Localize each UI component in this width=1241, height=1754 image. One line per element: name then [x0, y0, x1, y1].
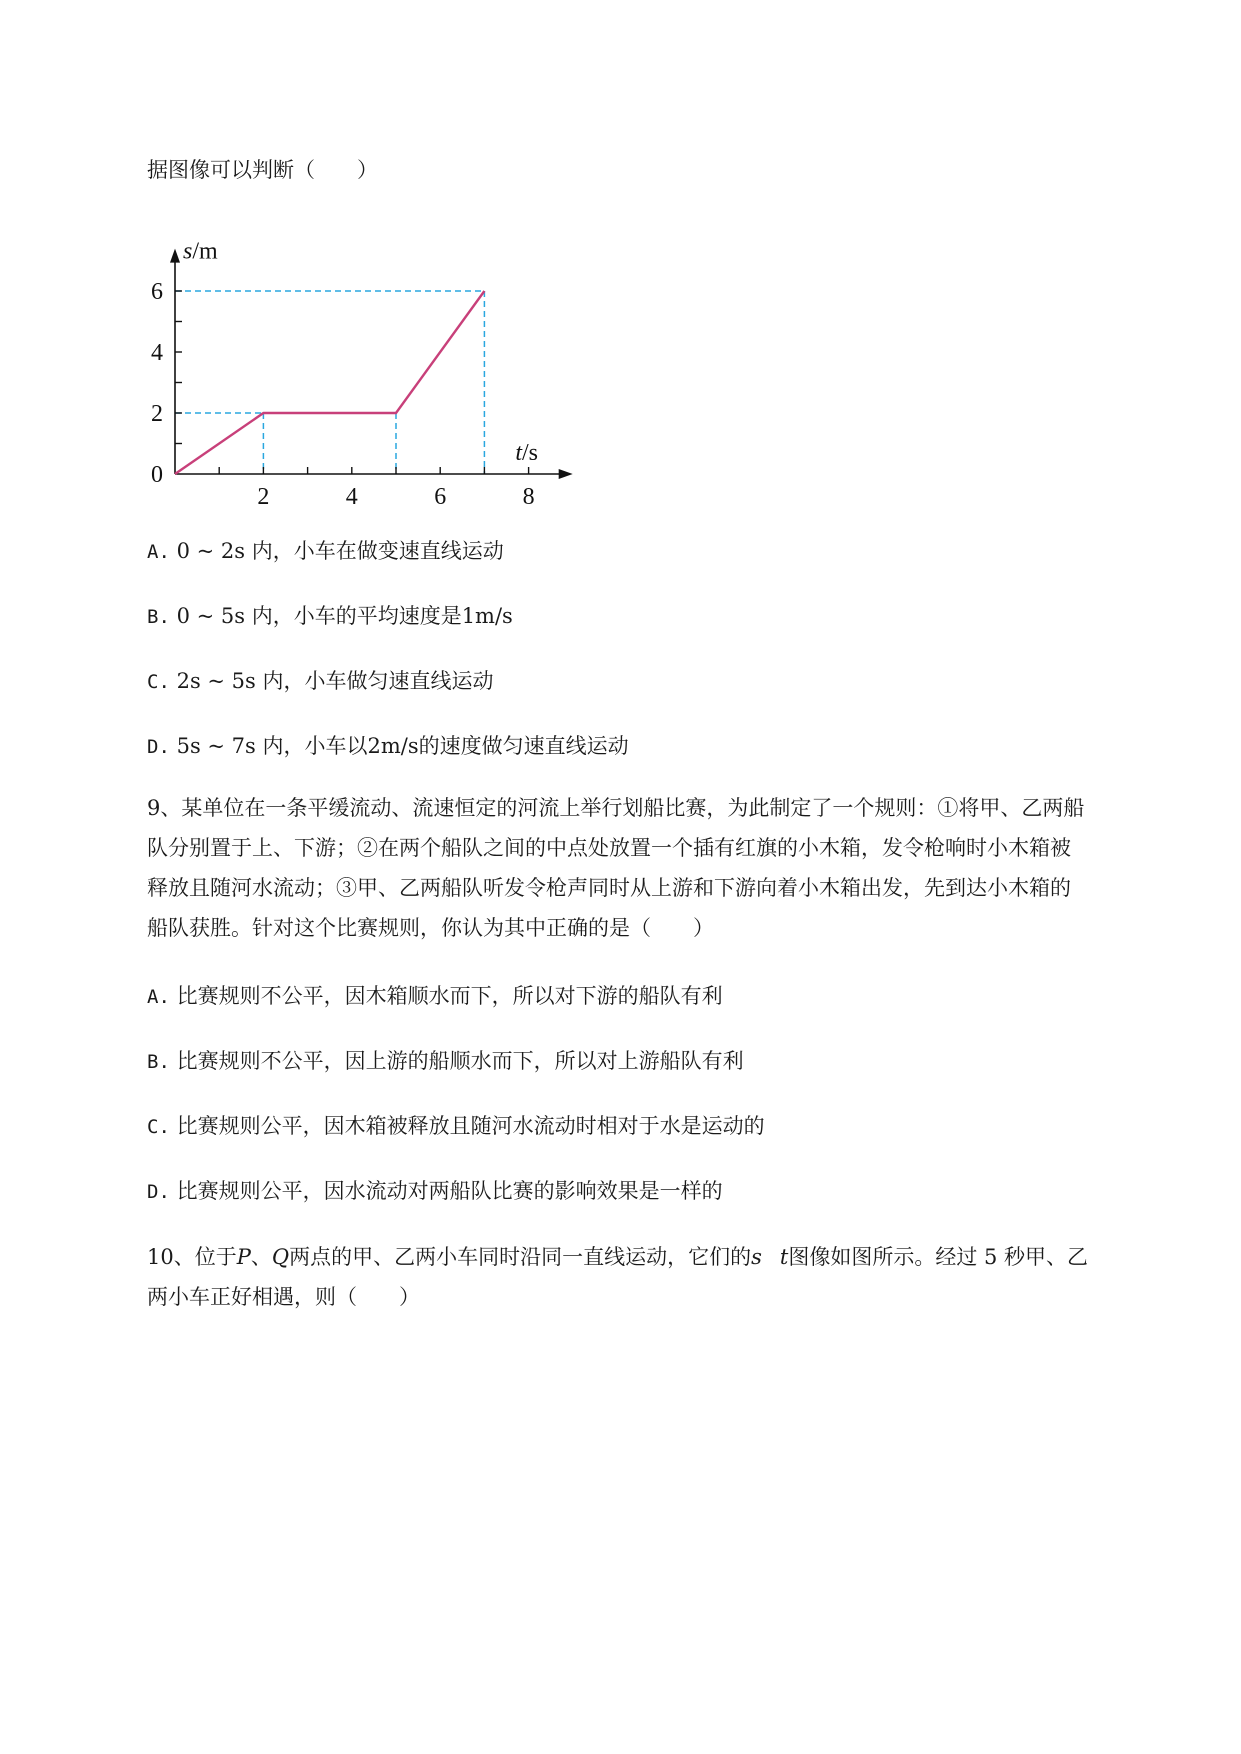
option-letter: D.	[147, 736, 170, 758]
stem-line: 9、某单位在一条平缓流动、流速恒定的河流上举行划船比赛，为此制定了一个规则：①将甲、乙两船	[147, 796, 1085, 820]
option-text: 5s ~ 7s 内，小车以2m/s的速度做匀速直线运动	[176, 734, 629, 758]
x-tick-label: 6	[434, 484, 447, 510]
y-tick-label: 6	[151, 279, 163, 305]
stem-line: 两小车正好相遇，则（ ）	[147, 1285, 420, 1309]
x-tick-label: 4	[345, 484, 358, 510]
x-tick-label: 8	[522, 484, 535, 510]
question-10-stem	[147, 1237, 1157, 1317]
stem-text: 10、位于	[147, 1245, 237, 1269]
y-axis-arrow	[170, 249, 180, 263]
stem-line	[147, 1237, 1157, 1277]
option-text: 比赛规则公平，因木箱被释放且随河水流动时相对于水是运动的	[176, 1114, 765, 1138]
option-text: 比赛规则公平，因水流动对两船队比赛的影响效果是一样的	[176, 1179, 723, 1203]
option-text: 比赛规则不公平，因木箱顺水而下，所以对下游的船队有利	[176, 984, 723, 1008]
q8-option-a	[147, 537, 504, 566]
y-tick-label: 4	[151, 340, 163, 366]
option-letter: B.	[147, 1051, 170, 1073]
st-line-series	[175, 291, 484, 474]
question-intro: 据图像可以判断（ ）	[147, 158, 378, 182]
question-9-stem	[147, 788, 1157, 948]
q9-option-a	[147, 982, 723, 1011]
stem-line: 释放且随河水流动；③甲、乙两船队听发令枪声同时从上游和下游向着小木箱出发，先到达小木箱的	[147, 876, 1071, 900]
q9-option-d	[147, 1177, 723, 1206]
option-letter: D.	[147, 1181, 170, 1203]
x-axis-arrow	[559, 469, 573, 479]
var-s: s	[751, 1245, 762, 1269]
stem-line: 船队获胜。针对这个比赛规则，你认为其中正确的是（ ）	[147, 916, 714, 940]
q8-option-b	[147, 602, 513, 631]
point-p-label: P	[236, 1245, 251, 1269]
stem-text: 、	[250, 1245, 272, 1269]
point-q-label: Q	[271, 1245, 290, 1269]
option-text: 0 ~ 5s 内，小车的平均速度是1m/s	[176, 604, 513, 628]
stem-text: 图像如图所示。经过 5 秒甲、乙	[788, 1245, 1089, 1269]
q8-option-d	[147, 732, 629, 761]
option-letter: B.	[147, 606, 170, 628]
y-tick-label: 2	[151, 401, 163, 427]
x-tick-label: 2	[257, 484, 270, 510]
option-letter: C.	[147, 671, 170, 693]
st-graph	[150, 218, 590, 508]
option-letter: A.	[147, 541, 170, 563]
q9-option-b	[147, 1047, 744, 1076]
stem-line: 队分别置于上、下游；②在两个船队之间的中点处放置一个插有红旗的小木箱，发令枪响时小木箱被	[147, 836, 1071, 860]
option-text: 2s ~ 5s 内，小车做匀速直线运动	[176, 669, 494, 693]
x-axis-label: t/s	[515, 440, 539, 466]
q9-option-c	[147, 1112, 765, 1141]
option-text: 0 ~ 2s 内，小车在做变速直线运动	[176, 539, 504, 563]
option-letter: A.	[147, 986, 170, 1008]
q8-option-c	[147, 667, 493, 696]
stem-text: 两点的甲、乙两小车同时沿同一直线运动，它们的	[289, 1245, 752, 1269]
y-axis-label: s/m	[183, 238, 218, 265]
var-t: t	[779, 1245, 789, 1269]
option-letter: C.	[147, 1116, 170, 1138]
origin-label: 0	[151, 462, 163, 488]
option-text: 比赛规则不公平，因上游的船顺水而下，所以对上游船队有利	[176, 1049, 744, 1073]
